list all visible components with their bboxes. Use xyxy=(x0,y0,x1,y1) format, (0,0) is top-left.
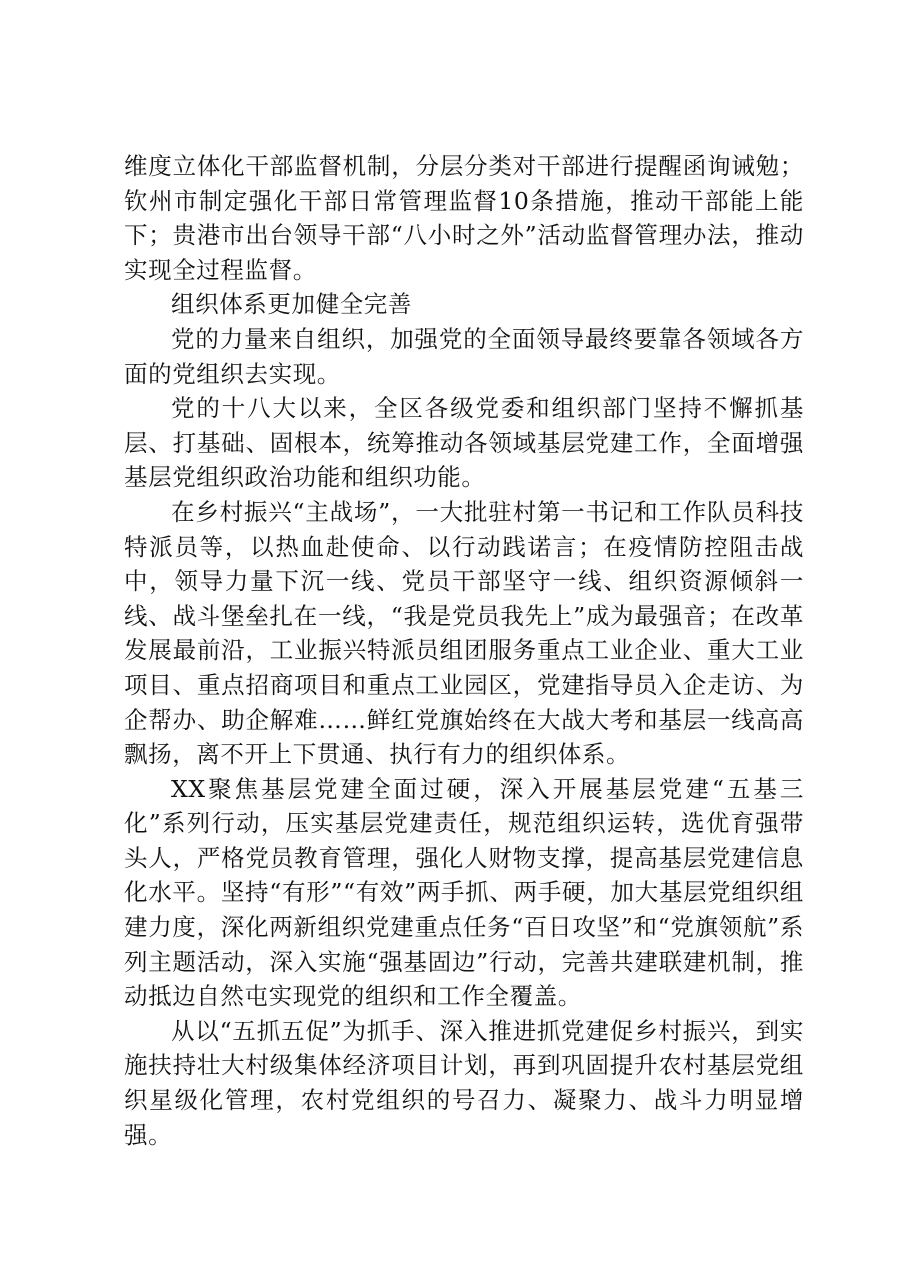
paragraph: 在乡村振兴“主战场”，一大批驻村第一书记和工作队员科技特派员等，以热血赴使命、以行动践诺言；在疫情防控阻击战中，领导力量下沉一线、党员干部坚守一线、组织资源倾斜一线、战斗堡垒扎在一线，“我是党员我先上”成为最强音；在改革发展最前沿，工业振兴特派员组团服务重点工业企业、重大工业项目、重点招商项目和重点工业园区，党建指导员入企走访、为企帮办、助企解难……鲜红党旗始终在大战大考和基层一线高高飘扬，离不开上下贯通、执行有力的组织体系。 xyxy=(124,497,804,769)
document-body xyxy=(124,149,804,1152)
paragraph: 从以“五抓五促”为抓手、深入推进抓党建促乡村振兴，到实施扶持壮大村级集体经济项目计划，再到巩固提升农村基层党组织星级化管理，农村党组织的号召力、凝聚力、战斗力明显增强。 xyxy=(124,1016,804,1149)
paragraph: 党的十八大以来，全区各级党委和组织部门坚持不懈抓基层、打基础、固根本，统筹推动各领域基层党建工作，全面增强基层党组织政治功能和组织功能。 xyxy=(124,394,804,492)
section-heading: 组织体系更加健全完善 xyxy=(171,290,412,319)
paragraph: 党的力量来自组织，加强党的全面领导最终要靠各领域各方面的党组织去实现。 xyxy=(124,324,804,388)
paragraph: XX聚焦基层党建全面过硬，深入开展基层党建“五基三化”系列行动，压实基层党建责任，规范组织运转，选优育强带头人，严格党员教育管理，强化人财物支撑，提高基层党建信息化水平。坚持“有形”“有效”两手抓、两手硬，加大基层党组织组建力度，深化两新组织党建重点任务“百日攻坚”和“党旗领航”系列主题活动，深入实施“强基固边”行动，完善共建联建机制，推动抵边自然屯实现党的组织和工作全覆盖。 xyxy=(124,774,804,1011)
paragraph-continuation: 维度立体化干部监督机制，分层分类对干部进行提醒函询诫勉；钦州市制定强化干部日常管理监督10条措施，推动干部能上能下；贵港市出台领导干部“八小时之外”活动监督管理办法，推动实现全过程监督。 xyxy=(124,152,804,284)
